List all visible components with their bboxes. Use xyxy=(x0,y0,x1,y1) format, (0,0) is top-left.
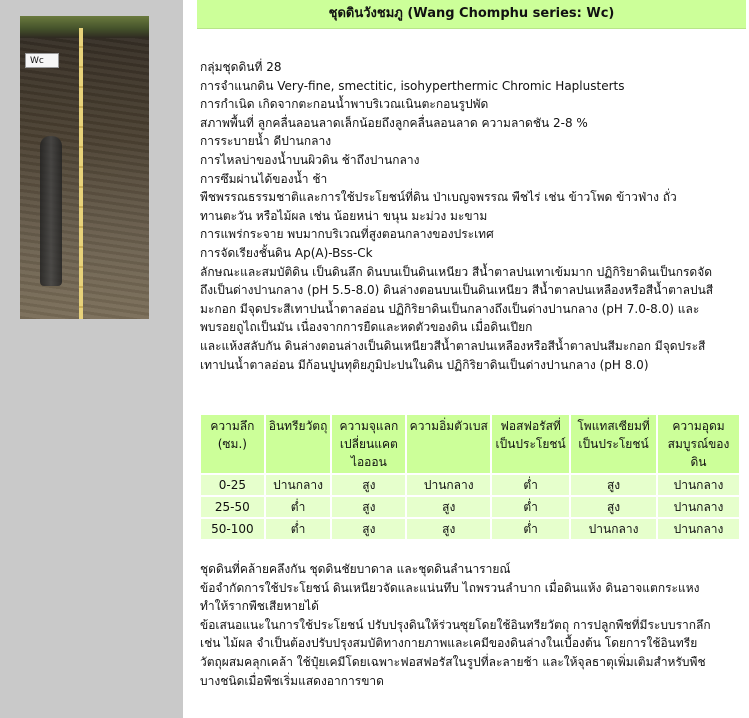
table-cell: สูง xyxy=(407,497,490,517)
table-cell: ปานกลาง xyxy=(266,475,331,495)
table-cell: 0-25 xyxy=(201,475,264,495)
description-line: และแห้งสลับกัน ดินล่างตอนล่างเป็นดินเหนียวสีน้ำตาลปนเหลืองหรือสีน้ำตาลปนสีมะกอก มีจุดประสี xyxy=(200,338,706,353)
table-cell: 50-100 xyxy=(201,519,264,539)
table-cell: สูง xyxy=(571,475,656,495)
table-row xyxy=(201,475,739,495)
table-cell: ต่ำ xyxy=(492,519,569,539)
note-line: เช่น ไม้ผล จำเป็นต้องปรับปรุงสมบัติทางกายภาพและเคมีของดินล่างในเบื้องต้น โดยการใช้อินทรีย xyxy=(200,636,698,651)
table-cell: ต่ำ xyxy=(266,519,331,539)
column-header: อินทรียวัตถุ xyxy=(266,415,331,473)
description-line: การแพร่กระจาย พบมากบริเวณที่สูงตอนกลางของประเทศ xyxy=(200,227,494,242)
table-cell: สูง xyxy=(332,497,405,517)
description-line: การจำแนกดิน Very-fine, smectitic, isohyperthermic Chromic Haplusterts xyxy=(200,78,625,93)
description-line: การจัดเรียงชั้นดิน Ap(A)-Bss-Ck xyxy=(200,245,373,260)
measuring-pole xyxy=(79,28,83,319)
description-line: กลุ่มชุดดินที่ 28 xyxy=(200,60,282,74)
column-header: ความอิ่มตัวเบส xyxy=(407,415,490,473)
surface-grass xyxy=(20,16,149,38)
fertility-table xyxy=(199,413,741,541)
table-row xyxy=(201,519,739,539)
soil-profile-photo xyxy=(20,16,149,319)
note-line: ทำให้รากพืชเสียหายได้ xyxy=(200,599,319,614)
table-cell: สูง xyxy=(332,519,405,539)
description-line: สภาพพื้นที่ ลูกคลื่นลอนลาดเล็กน้อยถึงลูกคลื่นลอนลาด ความลาดชัน 2-8 % xyxy=(200,115,588,130)
description-line: เทาปนน้ำตาลอ่อน มีก้อนปูนทุติยภูมิปะปนในดิน ปฏิกิริยาดินเป็นด่างปานกลาง (pH 8.0) xyxy=(200,357,649,372)
description-line: มะกอก มีจุดประสีเทาปนน้ำตาลอ่อน ปฏิกิริยาดินเป็นกลางถึงเป็นด่างปานกลาง (pH 7.0-8.0) และ xyxy=(200,301,700,316)
column-header: ความอุดมสมบูรณ์ของดิน xyxy=(658,415,739,473)
table-cell: ปานกลาง xyxy=(571,519,656,539)
column-header: ฟอสฟอรัสที่เป็นประโยชน์ xyxy=(492,415,569,473)
table-cell: ต่ำ xyxy=(492,475,569,495)
table-cell: 25-50 xyxy=(201,497,264,517)
description-line: ถึงเป็นด่างปานกลาง (pH 5.5-8.0) ดินล่างตอนบนเป็นดินเหนียว สีน้ำตาลปนเหลืองหรือสีน้ำตาลปนสี xyxy=(200,283,714,298)
shovel xyxy=(40,136,62,286)
description-line: การซึมผ่านได้ของน้ำ ช้า xyxy=(200,171,328,186)
table-cell: ปานกลาง xyxy=(658,475,739,495)
table-cell: สูง xyxy=(571,497,656,517)
table-cell: สูง xyxy=(407,519,490,539)
table-cell: ปานกลาง xyxy=(658,497,739,517)
note-line: วัตถุผสมคลุกเคล้า ใช้ปุ๋ยเคมีโดยเฉพาะฟอสฟอรัสในรูปที่ละลายช้า และให้จุลธาตุเพิ่มเติมสำหรับพืช xyxy=(200,654,706,669)
description-line: การกำเนิด เกิดจากตะกอนน้ำพาบริเวณเนินตะกอนรูปพัด xyxy=(200,97,489,112)
left-sidebar xyxy=(0,0,183,718)
description-line: ทานตะวัน หรือไม้ผล เช่น น้อยหน่า ขนุน มะม่วง มะขาม xyxy=(200,208,488,223)
table-header-row xyxy=(201,415,739,473)
column-header: โพแทสเซียมที่เป็นประโยชน์ xyxy=(571,415,656,473)
table-cell: ต่ำ xyxy=(492,497,569,517)
profile-label-tag: Wc xyxy=(25,53,59,68)
description-line: การระบายน้ำ ดีปานกลาง xyxy=(200,134,332,149)
note-line: ข้อเสนอแนะในการใช้ประโยชน์ ปรับปรุงดินให้ร่วนซุยโดยใช้อินทรียวัตถุ การปลูกพืชที่มีระบบรากลึก xyxy=(200,617,711,632)
description-line: พืชพรรณธรรมชาติและการใช้ประโยชน์ที่ดิน ป่าเบญจพรรณ พืชไร่ เช่น ข้าวโพด ข้าวฟ่าง ถั่ว xyxy=(200,190,677,205)
page-title: ชุดดินวังชมภู (Wang Chomphu series: Wc) xyxy=(197,0,746,29)
note-line: ข้อจำกัดการใช้ประโยชน์ ดินเหนียวจัดและแน่นทึบ ไถพรวนลำบาก เมื่อดินแห้ง ดินอาจแตกระแหง xyxy=(200,580,700,595)
note-line: ชุดดินที่คล้ายคลึงกัน ชุดดินชัยบาดาล และชุดดินลำนารายณ์ xyxy=(200,562,511,576)
description-line: การไหลบ่าของน้ำบนผิวดิน ช้าถึงปานกลาง xyxy=(200,152,420,167)
description-line: ลักษณะและสมบัติดิน เป็นดินลึก ดินบนเป็นดินเหนียว สีน้ำตาลปนเทาเข้มมาก ปฏิกิริยาดินเป็นกรดจัด xyxy=(200,264,713,279)
table-cell: ปานกลาง xyxy=(658,519,739,539)
table-row xyxy=(201,497,739,517)
note-line: บางชนิดเมื่อพืชเริ่มแสดงอาการขาด xyxy=(200,673,384,688)
table-cell: ต่ำ xyxy=(266,497,331,517)
soil-description xyxy=(200,58,745,374)
table-cell: ปานกลาง xyxy=(407,475,490,495)
table-cell: สูง xyxy=(332,475,405,495)
column-header: ความจุแลกเปลี่ยนแคตไอออน xyxy=(332,415,405,473)
column-header: ความลึก (ซม.) xyxy=(201,415,264,473)
description-line: พบรอยถูไถเป็นมัน เนื่องจากการยืดและหดตัวของดิน เมื่อดินเปียก xyxy=(200,320,533,335)
soil-notes xyxy=(200,560,745,690)
